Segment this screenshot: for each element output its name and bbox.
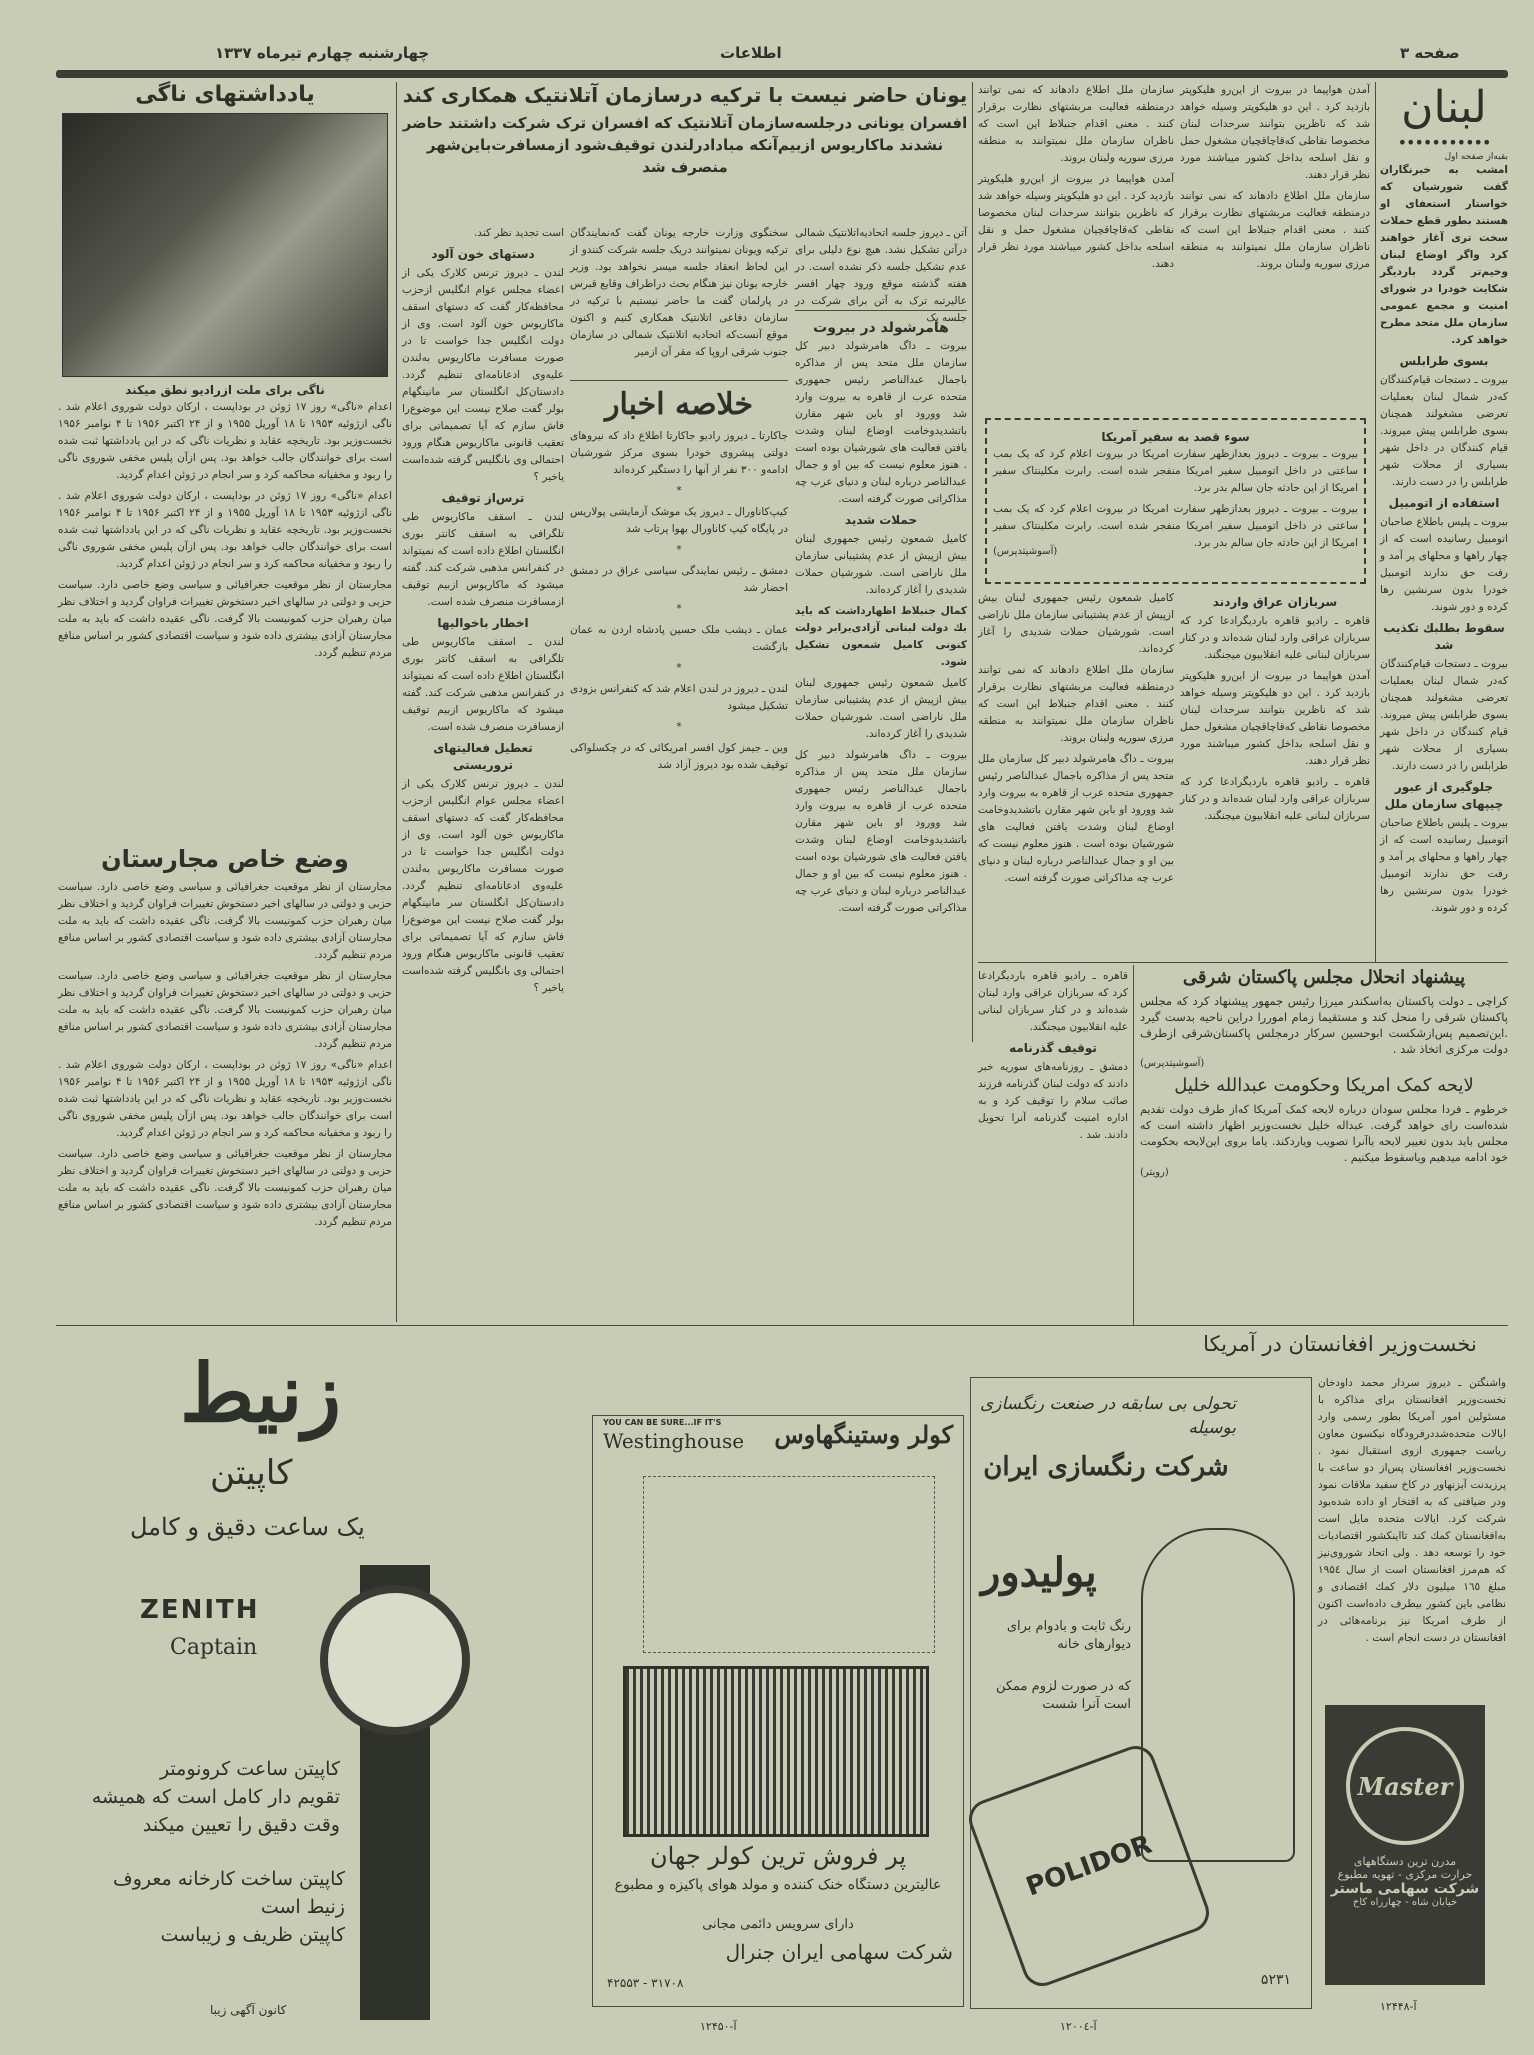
- greece-headline: یونان حاضر نیست با ترکیه درسازمان آتلانتیک همکاری کند: [402, 83, 968, 107]
- nagy-caption: ناگی برای ملت ازرادیو نطق میکند: [125, 383, 325, 397]
- passport-article: قاهره ـ رادیو قاهره باردیگرادعا کرد که سربازان عراقی وارد لبنان شده‌اند و در کنار سربازان لبنانی علیه انقلابیون میجنگند. توقیف گذرنامه دمشق ـ روزنامه‌های سوریه خبر دادند که دولت لبنان گذرنامه فرزند صائب سلام را توقیف کرد و به اداره امنیت گذرنامه آنرا تحویل دادند. شد .: [978, 970, 1128, 1141]
- watch-icon: [320, 1585, 470, 1735]
- ad-copy: تحولی بی سابقه در صنعت رنگسازی بوسیله: [979, 1394, 1236, 1438]
- ad-company: شرکت رنگسازی ایران: [983, 1452, 1229, 1482]
- zenith-fa-title: زنیط: [180, 1346, 341, 1440]
- zenith-copy: کاپیتن ساعت کرونومتر تقویم دار کامل است که همیشه وقت دقیق را تعیین میکند: [91, 1758, 340, 1836]
- news-summary-title: خلاصه اخبار: [604, 387, 753, 422]
- continued-label: بقیه‌از صفحه اول: [1444, 152, 1508, 162]
- ad-copy: رنگ ثابت و بادوام برای دیوارهای خانه: [1006, 1619, 1131, 1652]
- ambassador-box: سوء قصد به سفیر آمریکا بیروت ـ بیروت ـ دیروز بعدازظهر سفارت امریکا در بیروت اعلام کرد که یک بمب ساعتی در داخل اتومبیل سفیر امریکا منفجر شده است. رابرت مکلینتاک سفیر امریکا از این حادثه جان سالم بدر برد. بیروت ـ بیروت ـ دیروز بعدازظهر سفارت امریکا در بیروت اعلام کرد که یک بمب ساعتی در داخل اتومبیل سفیر امریکا منفجر شده است. رابرت مکلینتاک سفیر امریکا از این حادثه جان سالم بدر برد. (آسوشیتدپرس): [985, 418, 1366, 584]
- source: (آسوشیتدپرس): [993, 546, 1058, 557]
- page-number: صفحه ۳: [1400, 44, 1460, 62]
- column-divider: [1375, 82, 1376, 962]
- zenith-fa-model: کاپیتن: [210, 1453, 293, 1493]
- sudan-text: خرطوم ـ فردا مجلس سودان درباره لایحه کمک آمریکا که‌از طرف دولت تقدیم شده‌است رای خواهد گرفت. عبداله خلیل نخست‌وزیر اظهار داشته است که مجلس باید بدون تغییر لایحه یاآنرا تصویب ویاردکند. یاما بروی این‌لایحه بحکومت خود ادامه میدهیم ویاسقوط میکنیم .: [1140, 1103, 1508, 1164]
- ad-copy: پر فروش ترین کولر جهان: [649, 1842, 907, 1870]
- hammarskjold-article: هامرشولد در بیروت بیروت ـ داگ هامرشولد دبیر کل سازمان ملل متحد پس از مذاکره باجمال عبدالناصر رئیس جمهوری متحده عرب از قاهره به بیروت وارد شد وورود او باین شهر مقارن باتشدیدوخامت اوضاع لبنان وشدت یافتن فعالیت های شورشیان بوده است . هنوز معلوم نیست که بین او و جمال عبدالناصر درباره لبنان و دنیای عرب چه مذاکراتی صورت گرفته است. حملات شدید کامیل شمعون رئیس جمهوری لبنان بیش ازپیش از عدم پشتیبانی سازمان ملل ناراضی است. شورشیان حملات شدیدی را آغاز کرده‌اند. کمال جنبلاط اظهارداشت که باید بك دولت لبنانی آزادی‌برابر دولت کنونی کامیل شمعون تشکیل شود. کامیل شمعون رئیس جمهوری لبنان بیش ازپیش از عدم پشتیبانی سازمان ملل ناراضی است. شورشیان حملات شدیدی را آغاز کرده‌اند. بیروت ـ داگ هامرشولد دبیر کل سازمان ملل متحد پس از مذاکره باجمال عبدالناصر رئیس جمهوری متحده عرب از قاهره به بیروت وارد شد وورود او باین شهر مقارن باتشدیدوخامت اوضاع لبنان وشدت یافتن فعالیت های شورشیان بوده است . هنوز معلوم نیست که بین او و جمال عبدالناصر درباره لبنان و دنیای عرب چه مذاکراتی صورت گرفته است.: [795, 320, 967, 914]
- ad-code: آ-۱۲۰۰٤: [1060, 2020, 1097, 2033]
- nagy-article: [58, 82, 392, 1317]
- ad-company: شرکت سهامی ماستر: [1330, 1881, 1480, 1897]
- ad-copy: دارای سرویس دائمی مجانی: [702, 1917, 854, 1932]
- greece-subhead: افسران یونانی درجلسه‌سازمان آتلانتیک که افسران ترک شرکت داشتند حاضر نشدند ماکاریوس ازبیم‌آنکه مبادادرلندن توقیف‌شود ازمسافرت‌باین‌شهر منصرف شد: [402, 114, 968, 176]
- iraq-article: سربازان عراق واردند قاهره ـ رادیو قاهره باردیگرادعا کرد که سربازان عراقی وارد لبنان شده‌اند و در کنار سربازان لبنانی علیه انقلابیون میجنگند. آمدن هواپیما در بیروت از این‌رو هلیکوپتر بازدید کرد . این دو هلیکوپتر وسیله خواهد شد که ناظرین بتوانند سرحدات لبنان مخصوصا نقاطی که‌قاچاقچیان مشغول حمل و نقل اسلحه بداخل کشور میباشند مورد نظر قرار دهند. قاهره ـ رادیو قاهره باردیگرادعا کرد که سربازان عراقی وارد لبنان شده‌اند و در کنار سربازان لبنانی علیه انقلابیون میجنگند.: [1180, 595, 1370, 822]
- news-summary: خلاصه اخبار جاکارتا ـ دیروز رادیو جاکارتا اطلاع داد که نیروهای دولتی پیشروی خودرا بسوی مرکز شورشیان ادامه‌و ۳۰۰ نفر از آنها را دستگیر کرده‌اند * کیپ‌کاناورال ـ دیروز یک موشک آزمایشی پولاریس در پایگاه کیپ کاناورال بهوا پرتاب شد * دمشق ـ رئیس نمایندگی سیاسی عراق در دمشق احضار شد * عمان ـ دیشب ملک حسین پادشاه اردن به عمان بازگشت * لندن ـ دیروز در لندن اعلام شد که کنفرانس بزودی تشکیل میشود * وین ـ جیمز کول افسر امریکائی که در چکسلواکی توقیف شده بود دیروز آزاد شد: [570, 380, 788, 1036]
- sudan-title: لایحه کمک امریکا وحکومت عبدالله خلیل: [1174, 1075, 1474, 1096]
- ad-phone: ۴۲۵۵۳ - ۳۱۷۰۸: [607, 1976, 684, 1990]
- polidor-ad[interactable]: [970, 1377, 1312, 2009]
- greece-col3: است تجدید نظر کند. دستهای خون آلود لندن ـ دیروز ترنس کلارک یکی از اعضاء مجلس عوام انگلیس ازحزب محافظه‌کار گفت که دستهای اسقف ماکاریوس خون آلود است. وی از دولت انگلیس جدا خواست تا در صورت مسافرت ماکاریوس به‌لندن علیه‌وی ادعانامه‌ای تنظیم گردد. دادستان‌کل انگلستان سر مانینگهام بولر گفت صلاح نیست این موضوع‌را فاش سازم که آیا تصمیماتی برای تعقیب قانونی ماکاریوس هنگام ورود احتمالی وی بانگلیس گرفته شده‌است یاخیر ؟ ترس‌از توقیف لندن ـ اسقف ماکاریوس طی تلگرافی به اسقف کانتر بوری انگلستان اطلاع داده است که نمیتواند در کنفرانس مذهبی شرکت کند. گفته میشود که ماکاریوس ازبیم توقیف ازمسافرت منصرف شده است. اخطار باخوالیها لندن ـ اسقف ماکاریوس طی تلگرافی به اسقف کانتر بوری انگلستان اطلاع داده است که نمیتواند در کنفرانس مذهبی شرکت کند. گفته میشود که ماکاریوس ازبیم توقیف ازمسافرت منصرف شده است. تعطیل فعالیتهای تروریستی لندن ـ دیروز ترنس کلارک یکی از اعضاء مجلس عوام انگلیس ازحزب محافظه‌کار گفت که دستهای اسقف ماکاریوس خون آلود است. وی از دولت انگلیس جدا خواست تا در صورت مسافرت ماکاریوس به‌لندن علیه‌وی ادعانامه‌ای تنظیم گردد. دادستان‌کل انگلستان سر مانینگهام بولر گفت صلاح نیست این موضوع‌را فاش سازم که آیا تصمیماتی برای تعقیب قانونی ماکاریوس هنگام ورود احتمالی وی بانگلیس گرفته شده‌است یاخیر ؟: [402, 227, 564, 994]
- lebanon-col2: آمدن هواپیما در بیروت از این‌رو هلیکوپتر بازدید کرد . این دو هلیکوپتر وسیله خواهد شد که ناظرین بتوانند سرحدات لبنان مخصوصا نقاطی که‌قاچاقچیان مشغول حمل و نقل اسلحه بداخل کشور میباشند مورد نظر قرار دهند. سازمان ملل اطلاع دادهاند که نمی توانند درمنطقه فعالیت مربشتهای نظارت برقرار کنند . معنی اقدام جنبلاط این است که ناظران سازمان ملل نمیتوانند به منطقه مرزی سوریه ولبنان بروند.: [1180, 84, 1370, 270]
- subheading: حملات شدید: [844, 513, 918, 527]
- zenith-copy2: کاپیتن ساخت کارخانه معروف زنیط است کاپیتن ظریف و زیباست: [113, 1868, 345, 1946]
- westinghouse-brand: Westinghouse: [603, 1429, 745, 1453]
- ad-address: خیابان شاه - چهارراه کاخ: [1352, 1897, 1458, 1908]
- master-logo: Master: [1357, 1771, 1453, 1801]
- room-illustration: [643, 1476, 935, 1653]
- ad-phone: ۵۲۳۱: [1260, 1972, 1291, 1988]
- ambassador-title: سوء قصد به سفیر آمریکا: [1101, 430, 1250, 444]
- masthead-rule: [56, 70, 1508, 78]
- air-conditioner-illustration: [623, 1666, 929, 1837]
- pakistan-sudan: [1140, 966, 1508, 1324]
- nagy-title: یادداشتهای ناگی: [135, 82, 315, 107]
- ad-company: شرکت سهامی ایران جنرال: [725, 1940, 953, 1964]
- column-divider: [396, 82, 397, 1322]
- westinghouse-header: [603, 1418, 953, 1454]
- afghanistan-title: نخست‌وزیر افغانستان در آمریکا: [1203, 1332, 1477, 1356]
- ad-text: حرارت مرکزی - تهویه مطبوع: [1337, 1868, 1473, 1881]
- hungary-text: مجارستان از نظر موقعیت جغرافیائی و سیاسی وضع خاصی دارد. سیاست حزبی و دولتی در سالهای اخیر دستخوش تغییرات فراوان گردید و اختلاف نظر میان رهبران حزب کمونیست بالا گرفت. ناگی عقیده داشت که باید به ملت مجارستان آزادی بیشتری داده شود و سیاست اقتصادی کشور بر اساس منافع مردم تنظیم گردد. مجارستان از نظر موقعیت جغرافیائی و سیاسی وضع خاصی دارد. سیاست حزبی و دولتی در سالهای اخیر دستخوش تغییرات فراوان گردید و اختلاف نظر میان رهبران حزب کمونیست بالا گرفت. ناگی عقیده داشت که باید به ملت مجارستان آزادی بیشتری داده شود و سیاست اقتصادی کشور بر اساس منافع مردم تنظیم گردد. اعدام «ناگی» روز ۱۷ ژوئن در بوداپست ، ارکان دولت شوروی اعلام شد . ناگی ازژوئیه ۱۹۵۳ تا ۱۸ آوریل ۱۹۵۵ و از ۲۴ اکتبر ۱۹۵۶ تا ۴ نوامبر ۱۹۵۶ نخست‌وزیر بود. تاریخچه عقاید و نظریات ناگی که در این یادداشتها ثبت شده است برای خوانندگان جالب خواهد بود. پس ازآن پلیس مخفی شوروی ناگی را ربود و مخفیانه محاکمه کرد و سر انجام در ژوئن اعدام گردید. مجارستان از نظر موقعیت جغرافیائی و سیاسی وضع خاصی دارد. سیاست حزبی و دولتی در سالهای اخیر دستخوش تغییرات فراوان گردید و اختلاف نظر میان رهبران حزب کمونیست بالا گرفت. ناگی عقیده داشت که باید به ملت مجارستان آزادی بیشتری داده شود و سیاست اقتصادی کشور بر اساس منافع مردم تنظیم گردد.: [58, 881, 393, 1228]
- polidor-brand: POLIDOR: [1022, 1829, 1156, 1903]
- greece-col1: آتن ـ دیروز جلسه اتحادیه‌اتلانتیک شمالی درآتن تشکیل نشد. هیچ نوع دلیلی برای عدم تشکیل جلسه ذکر نشده است. در هفته گذشته موقع ورود چهار افسر عالیرتبه ترک به آتن برای شرکت در جلسه یک: [795, 227, 967, 324]
- nagy-photo: [62, 113, 388, 377]
- section-divider: [56, 1325, 1508, 1326]
- greece-col2: سخنگوی وزارت خارجه یونان گفت که‌نمایندگان ترکیه ویونان نمیتوانند دریک جلسه شرکت کنندو از این لحاظ انعقاد جلسه میسر نخواهد بود. وزیر خارجه یونان نیز هنگام بحث دراطراف وقایع قبرس در پارلمان گفت ما حاضر نیستیم با ترکیه در سازمان دفاعی اتلانتیک همکاری کنیم و اکنون موقع آنست‌که اتحادیه اتلانتیک شمالی در سازمان جنوب شرقی اروپا که مقر آن ازمیر: [570, 227, 788, 358]
- zenith-tagline: یک ساعت دقیق و کامل: [130, 1513, 365, 1541]
- issue-date: چهارشنبه چهارم تیرماه ۱۳۳۷: [215, 44, 430, 62]
- ad-code: آ-۱۲۴۴۸: [1380, 2000, 1417, 2013]
- zenith-ad[interactable]: [60, 1335, 560, 2025]
- column-divider: [1133, 965, 1134, 1325]
- source: (آسوشیتدپرس): [1140, 1058, 1205, 1069]
- lebanon-col3: سازمان ملل اطلاع دادهاند که نمی توانند درمنطقه فعالیت مربشتهای نظارت برقرار کنند . معنی اقدام جنبلاط این است که ناظران سازمان ملل نمیتوانند به منطقه مرزی سوریه ولبنان بروند. آمدن هواپیما در بیروت از این‌رو هلیکوپتر بازدید کرد . این دو هلیکوپتر وسیله خواهد شد که ناظرین بتوانند سرحدات لبنان مخصوصا نقاطی که‌قاچاقچیان مشغول حمل و نقل اسلحه بداخل کشور میباشند مورد نظر قرار دهند.: [978, 84, 1174, 270]
- zenith-model: Captain: [170, 1635, 258, 1660]
- newspaper-name: اطلاعات: [720, 44, 782, 62]
- lebanon-article: لبنان ••••••••••• بقیه‌از صفحه اول امشب به خبرنگاران گفت شورشیان که خواستار استعفای او هستند بطور قطع حملات سخت تری آغاز خواهند کرد واگر اوضاع لبنان وخیم‌تر گردد باردیگر شکایت خودرا در شورای امنیت و مجمع عمومی سازمان ملل متحد مطرح خواهد کرد. بسوی طرابلس بیروت ـ دستجات قیام‌کنندگان که‌در شمال لبنان بعملیات تعرضی مشغولند همچنان بسوی طرابلس پیش میروند. قیام کنندگان در داخل شهر بسیاری از محلات شهر طرابلس را در دست دارند. استفاده از اتومبیل بیروت ـ پلیس باطلاع صاحبان اتومبیل رسانیده است که از چهار راهها و محلهای پر آمد و رفت حق ندارند اتومبیل خودرا بدون سرنشین رها کرده و دور شوند. سقوط بطلبك تكذیب شد بیروت ـ دستجات قیام‌کنندگان که‌در شمال لبنان بعملیات تعرضی مشغولند همچنان بسوی طرابلس پیش میروند. قیام کنندگان در داخل شهر بسیاری از محلات شهر طرابلس را در دست دارند. جلوگیری از عبور چیپهای سازمان ملل بیروت ـ پلیس باطلاع صاحبان اتومبیل رسانیده است که از چهار راهها و محلهای پر آمد و رفت حق ندارند اتومبیل خودرا بدون سرنشین رها کرده و دور شوند.: [1380, 82, 1508, 914]
- divider: [978, 962, 1508, 963]
- ad-slogan: YOU CAN BE SURE...IF IT'S: [603, 1418, 722, 1427]
- hungary-heading: وضع خاص مجارستان: [101, 845, 349, 873]
- afghanistan-text: واشنگتن ـ دیروز سردار محمد داودخان نخست‌وزیر افغانستان برای مذاکره با مسئولین امور آمریکا بطور رسمی وارد ایالات متحده‌شددرفرودگاه نیکسون معاون ریاست جمهوری ازوی استقبال نمود . نخست‌وزیر افغانستان پس‌از دو ساعت با پرزیدنت آیزنهاور در کاخ سفید ملاقات نمود ودر ضیافتی که به افتخار او داده شده‌بود شرکت کرد. ایالات متحده مایل است به‌افغانستان کمك کند تااینکشور اقتصادیات خود را توسعه دهد . ولی اتحاد شوروی‌نیز که هم‌مرز افغانستان است از سال ۱۹۵٤ مبلغ ۱٦٥ میلیون دلار کمك اقتصادی و نظامی باین کشور بیطرف داده‌است اکنون از طرف امریکا نیز برنامه‌هائی در افغانستان در دست انجام است .: [1318, 1377, 1506, 1644]
- ad-code: آ-۱۲۴۵۰: [700, 2020, 737, 2033]
- zenith-brand: ZENITH: [140, 1595, 260, 1625]
- divider: [795, 310, 967, 311]
- lebanon-col3b: کامیل شمعون رئیس جمهوری لبنان بیش ازپیش از عدم پشتیبانی سازمان ملل ناراضی است. شورشیان حملات شدیدی را آغاز کرده‌اند. سازمان ملل اطلاع دادهاند که نمی توانند درمنطقه فعالیت مربشتهای نظارت برقرار کنند . معنی اقدام جنبلاط این است که ناظران سازمان ملل نمیتوانند به منطقه مرزی سوریه ولبنان بروند. بیروت ـ داگ هامرشولد دبیر کل سازمان ملل متحد پس از مذاکره باجمال عبدالناصر رئیس جمهوری متحده عرب از قاهره به بیروت وارد شد وورود او باین شهر مقارن باتشدیدوخامت اوضاع لبنان وشدت یافتن فعالیت های شورشیان بوده است . هنوز معلوم نیست که بین او و جمال عبدالناصر درباره لبنان و دنیای عرب چه مذاکراتی صورت گرفته است.: [978, 592, 1174, 884]
- column-divider: [972, 82, 973, 1042]
- pakistan-title: پیشنهاد انحلال مجلس پاکستان شرقی: [1182, 967, 1466, 988]
- ad-text: مدرن ترین دستگاههای: [1353, 1855, 1457, 1868]
- greece-article-head: [400, 82, 970, 220]
- master-ad[interactable]: [1325, 1705, 1485, 1985]
- westinghouse-fa-brand: کولر وستینگهاوس: [774, 1420, 953, 1449]
- hammarskjold-title: هامرشولد در بیروت: [813, 320, 949, 336]
- polidor-fa-brand: پولیدور: [981, 1549, 1097, 1596]
- nagy-text: اعدام «ناگی» روز ۱۷ ژوئن در بوداپست ، ارکان دولت شوروی اعلام شد . ناگی ازژوئیه ۱۹۵۳ تا ۱۸ آوریل ۱۹۵۵ و از ۲۴ اکتبر ۱۹۵۶ تا ۴ نوامبر ۱۹۵۶ نخست‌وزیر بود. تاریخچه عقاید و نظریات ناگی که در این یادداشتها ثبت شده است برای خوانندگان جالب خواهد بود. پس ازآن پلیس مخفی شوروی ناگی را ربود و مخفیانه محاکمه کرد و سر انجام در ژوئن اعدام گردید. اعدام «ناگی» روز ۱۷ ژوئن در بوداپست ، ارکان دولت شوروی اعلام شد . ناگی ازژوئیه ۱۹۵۳ تا ۱۸ آوریل ۱۹۵۵ و از ۲۴ اکتبر ۱۹۵۶ تا ۴ نوامبر ۱۹۵۶ نخست‌وزیر بود. تاریخچه عقاید و نظریات ناگی که در این یادداشتها ثبت شده است برای خوانندگان جالب خواهد بود. پس ازآن پلیس مخفی شوروی ناگی را ربود و مخفیانه محاکمه کرد و سر انجام در ژوئن اعدام گردید. مجارستان از نظر موقعیت جغرافیائی و سیاسی وضع خاصی دارد. سیاست حزبی و دولتی در سالهای اخیر دستخوش تغییرات فراوان گردید و اختلاف نظر میان رهبران حزب کمونیست بالا گرفت. ناگی عقیده داشت که باید به ملت مجارستان آزادی بیشتری داده شود و سیاست اقتصادی کشور بر اساس منافع مردم تنظیم گردد.: [58, 401, 393, 659]
- ad-copy: عالیترین دستگاه خنک کننده و مولد هوای پاکیزه و مطبوع: [614, 1877, 942, 1893]
- source: (رویتر): [1140, 1167, 1169, 1178]
- ad-copy: که در صورت لزوم ممکن است آنرا شست: [995, 1679, 1131, 1712]
- agency-label: کانون آگهی زیبا: [210, 2003, 287, 2017]
- lebanon-title: لبنان: [1401, 82, 1487, 133]
- westinghouse-ad[interactable]: [592, 1415, 964, 2007]
- pakistan-text: کراچی ـ دولت پاکستان به‌اسکندر میرزا رئیس جمهور پیشنهاد کرد که مجلس پاکستان شرقی را منحل کند و مستقیما زمام اموررا دراین ناحیه بدست گیرد .این‌تصمیم پس‌ازشکست ابوحسین سرکار درمجلس پاکستان‌شرقی ازطرف دولت مرکزی اتخاذ شد .: [1140, 994, 1508, 1056]
